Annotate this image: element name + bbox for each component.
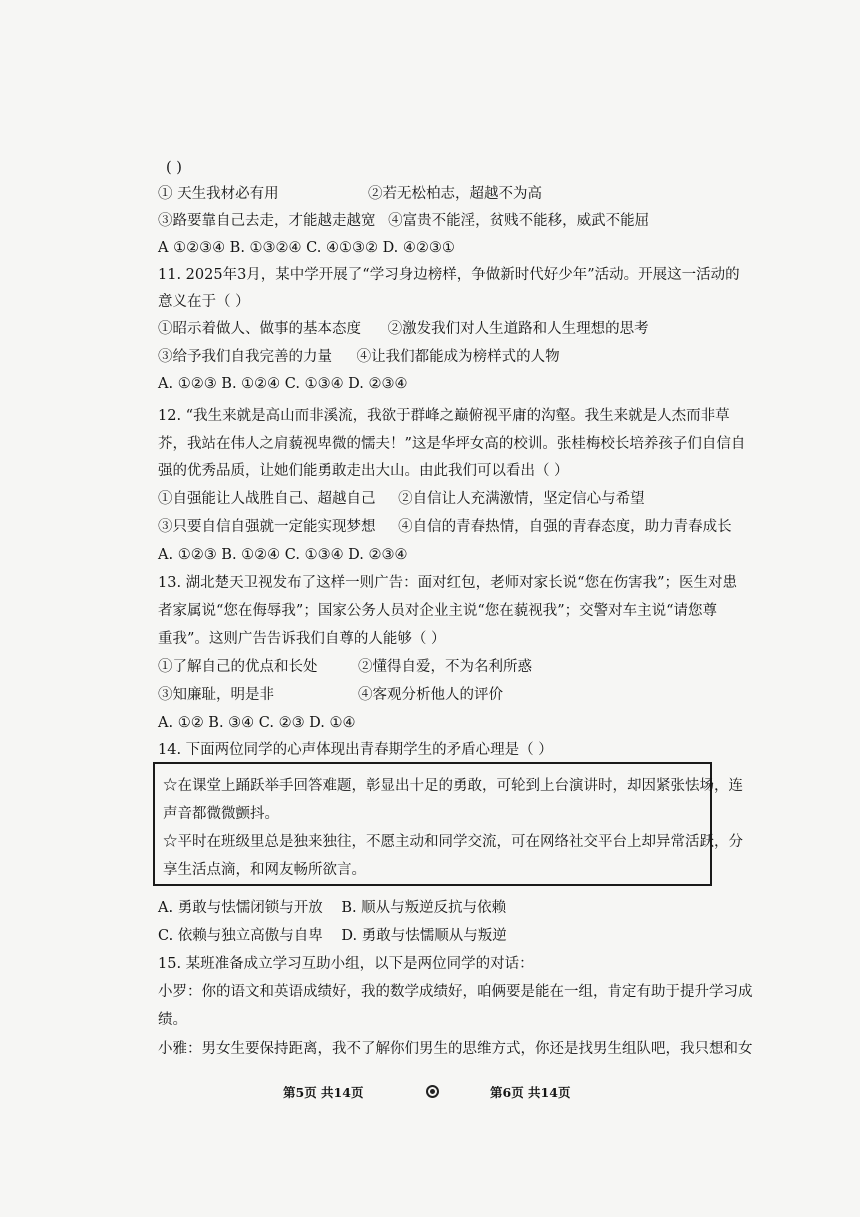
q13-option-3: ③知廉耻，明是非 — [158, 687, 274, 703]
q13-stem-line1: 13. 湖北楚天卫视发布了这样一则广告：面对红包，老师对家长说“您在伤害我”；医生对患 — [158, 575, 737, 591]
q14-stem-line1: 14. 下面两位同学的心声体现出青春期学生的矛盾心理是（ ） — [158, 742, 553, 758]
q10-options-row1 — [158, 184, 542, 204]
q12-option-4: ④自信的青春热情，自强的青春态度，助力青春成长 — [398, 519, 732, 535]
q14-quote1-line2: 声音都微微颤抖。 — [163, 806, 279, 822]
q13-option-1: ①了解自己的优点和长处 — [158, 659, 318, 675]
q14-options-row1 — [158, 898, 506, 918]
binding-hole-icon — [426, 1085, 439, 1098]
q13-option-4: ④客观分析他人的评价 — [358, 687, 503, 703]
q12-options-row2 — [158, 517, 732, 537]
q11-option-1: ①昭示着做人、做事的基本态度 — [158, 321, 361, 337]
q13-options-row1 — [158, 657, 532, 677]
q10-answers: A ①②③④ B. ①③②④ C. ④①③② D. ④②③① — [158, 240, 455, 256]
q10-option-3: ③路要靠自己去走，才能越走越宽 — [158, 213, 376, 229]
q14-option-c: C. 依赖与独立高傲与自卑 — [158, 928, 323, 944]
q14-quote1-line1: ☆在课堂上踊跃举手回答难题，彰显出十足的勇敢，可轮到上台演讲时，却因紧张怯场，连 — [163, 778, 743, 794]
q14-options-row2 — [158, 926, 507, 946]
q11-answers: A. ①②③ B. ①②④ C. ①③④ D. ②③④ — [158, 376, 408, 392]
q13-stem-line2: 者家属说“您在侮辱我”；国家公务人员对企业主说“您在藐视我”；交警对车主说“请您尊 — [158, 603, 718, 619]
q12-options-row1 — [158, 489, 645, 509]
q14-option-a: A. 勇敢与怯懦闭锁与开放 — [158, 900, 323, 916]
q14-option-d: D. 勇敢与怯懦顺从与叛逆 — [341, 928, 507, 944]
q12-stem-line1: 12. “我生来就是高山而非溪流，我欲于群峰之巅俯视平庸的沟壑。我生来就是人杰而非草 — [158, 408, 730, 424]
q14-quote2-line1: ☆平时在班级里总是独来独往，不愿主动和同学交流，可在网络社交平台上却异常活跃，分 — [163, 834, 743, 850]
q12-stem-line2: 芥，我站在伟人之肩藐视卑微的懦夫！”这是华坪女高的校训。张桂梅校长培养孩子们自信自 — [158, 436, 746, 452]
q12-option-1: ①自强能让人战胜自己、超越自己 — [158, 491, 376, 507]
q15-dialog-line2: 绩。 — [158, 1012, 187, 1028]
q12-option-2: ②自信让人充满激情，坚定信心与希望 — [398, 491, 645, 507]
q11-options-row2 — [158, 347, 560, 367]
q11-stem-line2: 意义在于（ ） — [158, 294, 250, 310]
q10-option-4: ④富贵不能淫，贫贱不能移，威武不能屈 — [388, 213, 650, 229]
q10-option-1: ① 天生我材必有用 — [158, 186, 279, 202]
q13-stem-line3: 重我”。这则广告告诉我们自尊的人能够（ ） — [158, 631, 446, 647]
q13-options-row2 — [158, 685, 503, 705]
q10-bracket: ( ) — [166, 160, 182, 176]
footer-page-right: 第6页 共14页 — [490, 1085, 571, 1100]
q11-stem-line1: 11. 2025年3月，某中学开展了“学习身边榜样，争做新时代好少年”活动。开展这一活动的 — [158, 267, 740, 283]
q12-stem-line3: 强的优秀品质，让她们能勇敢走出大山。由此我们可以看出（ ） — [158, 463, 569, 479]
q11-option-4: ④让我们都能成为榜样式的人物 — [356, 349, 560, 365]
q13-option-2: ②懂得自爱，不为名利所惑 — [358, 659, 532, 675]
q15-stem-line1: 15. 某班准备成立学习互助小组，以下是两位同学的对话： — [158, 956, 534, 972]
q14-option-b: B. 顺从与叛逆反抗与依赖 — [341, 900, 507, 916]
q11-option-2: ②激发我们对人生道路和人生理想的思考 — [387, 321, 649, 337]
q15-dialog-line1: 小罗：你的语文和英语成绩好，我的数学成绩好，咱俩要是能在一组，肯定有助于提升学习成 — [158, 984, 753, 1000]
q12-option-3: ③只要自信自强就一定能实现梦想 — [158, 519, 376, 535]
q12-answers: A. ①②③ B. ①②④ C. ①③④ D. ②③④ — [158, 547, 408, 563]
footer-page-left: 第5页 共14页 — [283, 1085, 364, 1100]
q13-answers: A. ①② B. ③④ C. ②③ D. ①④ — [158, 715, 356, 731]
q10-options-row2 — [158, 211, 649, 231]
q11-option-3: ③给予我们自我完善的力量 — [158, 349, 332, 365]
q14-quote2-line2: 享生活点滴，和网友畅所欲言。 — [163, 862, 366, 878]
q14-quote-box — [153, 762, 743, 886]
q10-option-2: ②若无松柏志，超越不为高 — [368, 186, 542, 202]
q11-options-row1 — [158, 319, 649, 339]
q15-dialog-line3: 小雅：男女生要保持距离，我不了解你们男生的思维方式，你还是找男生组队吧，我只想和女 — [158, 1041, 753, 1057]
